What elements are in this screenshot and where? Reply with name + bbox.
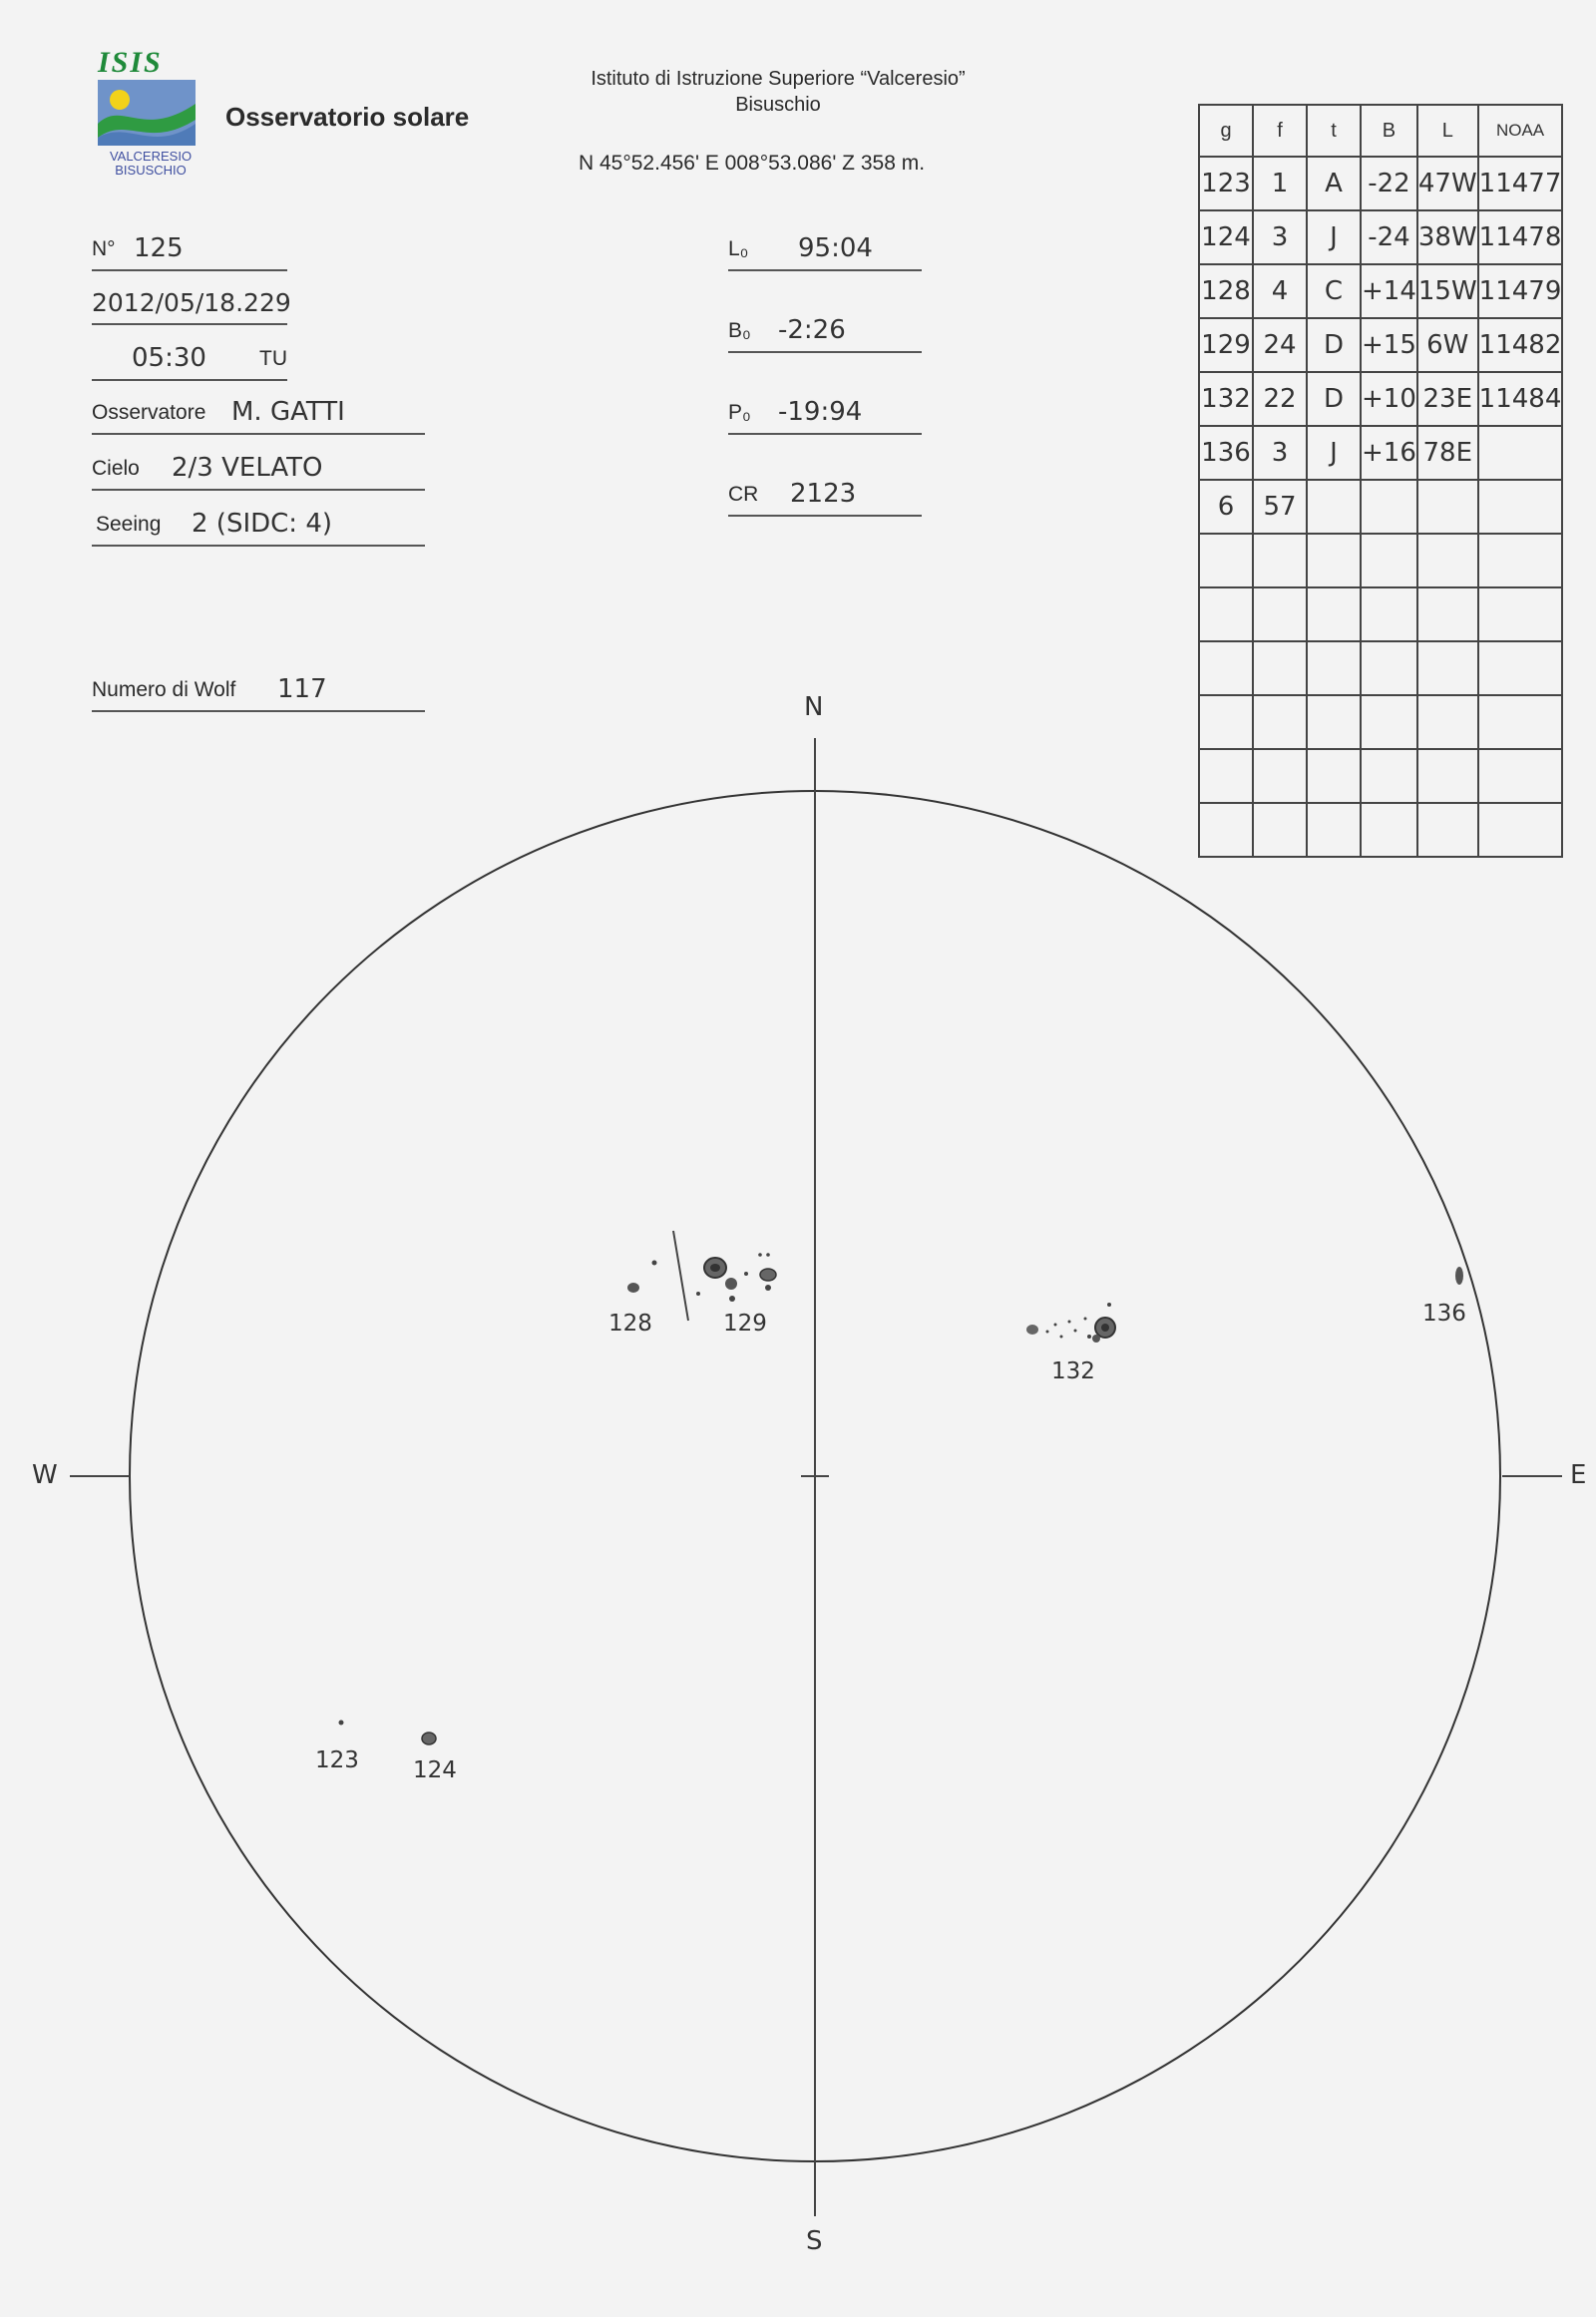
b0-label: B₀ <box>728 319 751 342</box>
sky-value: 2/3 VELATO <box>172 453 323 483</box>
table-cell: 6 <box>1199 480 1253 534</box>
l0-value: 95:04 <box>798 233 873 263</box>
table-cell: 11477 <box>1478 157 1563 210</box>
table-cell: -24 <box>1361 210 1417 264</box>
group-label-124: 124 <box>413 1757 457 1783</box>
header-cell: t <box>1307 105 1361 157</box>
date-value: 2012/05/18.229 <box>92 288 291 317</box>
table-cell: 129 <box>1199 318 1253 372</box>
school-line-1: Istituto di Istruzione Superiore “Valceresio” <box>591 68 966 90</box>
time-unit: TU <box>259 347 287 370</box>
table-cell: 57 <box>1253 480 1307 534</box>
table-cell: 6W <box>1417 318 1478 372</box>
table-cell: 22 <box>1253 372 1307 426</box>
wolf-value: 117 <box>277 674 327 704</box>
p0-label: P₀ <box>728 401 751 424</box>
group-label-128: 128 <box>608 1311 652 1337</box>
table-cell: +15 <box>1361 318 1417 372</box>
seeing-label: Seeing <box>96 513 162 536</box>
table-cell: C <box>1307 264 1361 318</box>
table-cell: 124 <box>1199 210 1253 264</box>
table-cell: +16 <box>1361 426 1417 480</box>
b0-value: -2:26 <box>778 315 846 345</box>
observatory-title: Osservatorio solare <box>225 102 470 132</box>
cr-value: 2123 <box>790 479 857 509</box>
header-cell: g <box>1199 105 1253 157</box>
table-cell: 136 <box>1199 426 1253 480</box>
table-cell: 47W <box>1417 157 1478 210</box>
table-cell: 128 <box>1199 264 1253 318</box>
group-label-123: 123 <box>315 1747 359 1773</box>
group-label-136: 136 <box>1422 1301 1466 1327</box>
header-cell: NOAA <box>1478 105 1563 157</box>
table-cell: 11478 <box>1478 210 1563 264</box>
table-cell: 3 <box>1253 210 1307 264</box>
sunspot-group-132 <box>1026 1303 1115 1343</box>
header-cell: f <box>1253 105 1307 157</box>
table-cell: J <box>1307 210 1361 264</box>
table-cell: 123 <box>1199 157 1253 210</box>
table-cell: 11484 <box>1478 372 1563 426</box>
table-cell: 11479 <box>1478 264 1563 318</box>
sunspot-group-124 <box>422 1733 436 1744</box>
logo-subtitle: VALCERESIO BISUSCHIO <box>109 149 193 178</box>
table-cell: J <box>1307 426 1361 480</box>
group-label-129: 129 <box>723 1311 767 1337</box>
south-label: S <box>806 2226 823 2256</box>
table-cell: -22 <box>1361 157 1417 210</box>
table-cell: 11482 <box>1478 318 1563 372</box>
table-cell: 1 <box>1253 157 1307 210</box>
sunspot-group-128 <box>627 1231 688 1321</box>
table-cell: D <box>1307 372 1361 426</box>
l0-label: L₀ <box>728 237 749 260</box>
seeing-value: 2 (SIDC: 4) <box>192 509 333 539</box>
observer-value: M. GATTI <box>231 397 345 427</box>
table-cell: 24 <box>1253 318 1307 372</box>
table-cell: 3 <box>1253 426 1307 480</box>
p0-value: -19:94 <box>778 397 863 427</box>
table-cell: D <box>1307 318 1361 372</box>
site-coordinates: N 45°52.456' E 008°53.086' Z 358 m. <box>579 152 926 175</box>
table-cell: 78E <box>1417 426 1478 480</box>
table-cell: 38W <box>1417 210 1478 264</box>
number-label: N° <box>92 237 116 260</box>
number-value: 125 <box>134 233 184 263</box>
observer-label: Osservatore <box>92 401 206 424</box>
school-line-2: Bisuschio <box>735 94 821 116</box>
sunspot-group-136 <box>1455 1267 1463 1285</box>
group-label-132: 132 <box>1051 1358 1095 1384</box>
logo-word: ISIS <box>98 46 163 79</box>
wolf-label: Numero di Wolf <box>92 678 236 701</box>
table-cell: 23E <box>1417 372 1478 426</box>
north-label: N <box>804 692 824 722</box>
table-cell: 15W <box>1417 264 1478 318</box>
west-label: W <box>32 1460 58 1490</box>
header-cell: L <box>1417 105 1478 157</box>
table-cell: 4 <box>1253 264 1307 318</box>
time-value: 05:30 <box>132 343 206 373</box>
header-cell: B <box>1361 105 1417 157</box>
sunspot-group-129 <box>696 1253 776 1302</box>
east-label: E <box>1570 1460 1587 1490</box>
cr-label: CR <box>728 483 759 506</box>
table-cell: +10 <box>1361 372 1417 426</box>
table-cell: A <box>1307 157 1361 210</box>
sky-label: Cielo <box>92 457 140 480</box>
table-cell: 132 <box>1199 372 1253 426</box>
table-cell: +14 <box>1361 264 1417 318</box>
sunspot-group-123 <box>339 1721 344 1726</box>
